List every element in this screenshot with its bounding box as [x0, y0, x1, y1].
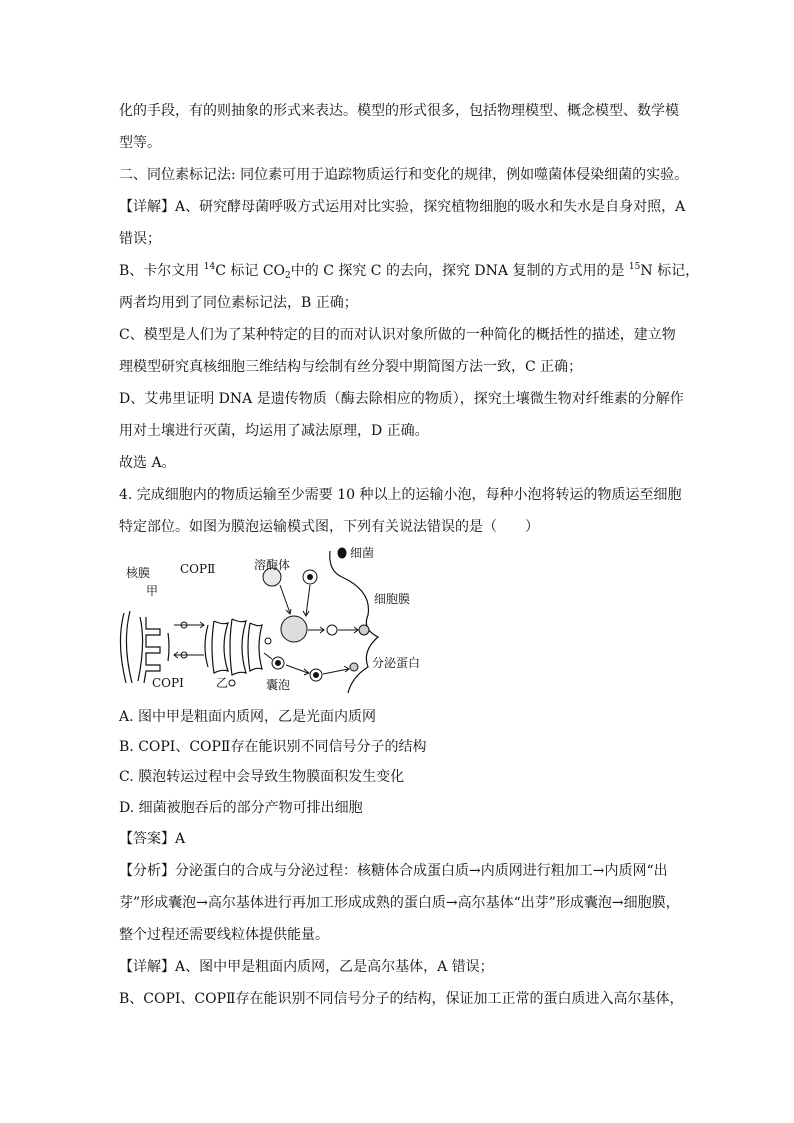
option-c: C. 膜泡转运过程中会导致生物膜面积发生变化	[119, 769, 405, 785]
label-secreted-protein: 分泌蛋白	[372, 656, 421, 670]
label-vesicle: 囊泡	[266, 678, 291, 692]
text-line: 【详解】A、研究酵母菌呼吸方式运用对比实验，探究植物细胞的吸水和失水是自身对照，A	[119, 199, 686, 215]
question-stem: 4. 完成细胞内的物质运输至少需要 10 种以上的运输小泡，每种小泡将转运的物质运至细胞	[119, 487, 682, 503]
text-line-isotope	[119, 262, 699, 280]
text-line: 化的手段，有的则抽象的形式来表达。模型的形式很多，包括物理模型、概念模型、数学模	[119, 103, 679, 119]
label-bacteria: 细菌	[350, 546, 375, 560]
label-copii: COPⅡ	[180, 562, 216, 576]
analysis-line: 整个过程还需要线粒体提供能量。	[119, 927, 329, 943]
isotope-mass: 14	[203, 262, 216, 272]
label-yi: 乙	[216, 676, 229, 690]
label-cell-membrane: 细胞膜	[374, 592, 411, 606]
label-lysosome: 溶酶体	[254, 558, 291, 572]
text-line: 故选 A。	[119, 455, 176, 471]
answer: 【答案】A	[119, 831, 186, 847]
text-line: C、模型是人们为了某种特定的目的而对认识对象所做的一种简化的概括性的描述，建立物	[119, 327, 676, 343]
detail-line: 【详解】A、图中甲是粗面内质网，乙是高尔基体，A 错误；	[119, 959, 494, 975]
text-line: 型等。	[119, 135, 161, 151]
option-a: A. 图中甲是粗面内质网，乙是光面内质网	[119, 709, 377, 725]
text-line: 用对土壤进行灭菌，均运用了减法原理，D 正确。	[119, 423, 429, 439]
text-line: 两者均用到了同位素标记法，B 正确；	[119, 295, 358, 311]
text-run: B、卡尔文用	[119, 263, 204, 279]
option-d: D. 细菌被胞吞后的部分产物可排出细胞	[119, 800, 363, 816]
text-run: C 标记 CO	[215, 263, 286, 279]
label-copi: COPⅠ	[152, 676, 184, 690]
text-run: 中的 C 探究 C 的去向，探究 DNA 复制的方式用的是	[290, 263, 629, 279]
label-nuclear-membrane: 核膜	[126, 566, 151, 580]
text-line: 二、同位素标记法: 同位素可用于追踪物质运行和变化的规律，例如噬菌体侵染细菌的实验。	[119, 167, 689, 183]
text-line: 错误；	[119, 231, 161, 247]
analysis-line: 【分析】分泌蛋白的合成与分泌过程：核糖体合成蛋白质→内质网进行粗加工→内质网“出	[119, 863, 668, 879]
text-line: D、艾弗里证明 DNA 是遗传物质（酶去除相应的物质），探究土壤微生物对纤维素的分解作	[119, 391, 684, 407]
isotope-mass: 15	[628, 262, 641, 272]
option-b: B. COPⅠ、COPⅡ存在能识别不同信号分子的结构	[119, 739, 427, 755]
question-stem: 特定部位。如图为膜泡运输模式图，下列有关说法错误的是（ ）	[119, 519, 539, 535]
label-jia: 甲	[146, 584, 159, 598]
subscript: 2	[285, 271, 291, 281]
text-run: N 标记，	[640, 263, 700, 279]
text-line: 理模型研究真核细胞三维结构与绘制有丝分裂中期简图方法一致，C 正确；	[119, 359, 583, 375]
detail-line: B、COPⅠ、COPⅡ存在能识别不同信号分子的结构，保证加工正常的蛋白质进入高尔基体，	[119, 991, 684, 1007]
analysis-line: 芽”形成囊泡→高尔基体进行再加工形成成熟的蛋白质→高尔基体“出芽”形成囊泡→细胞膜，	[119, 895, 680, 911]
vesicle-transport-diagram	[116, 543, 436, 695]
